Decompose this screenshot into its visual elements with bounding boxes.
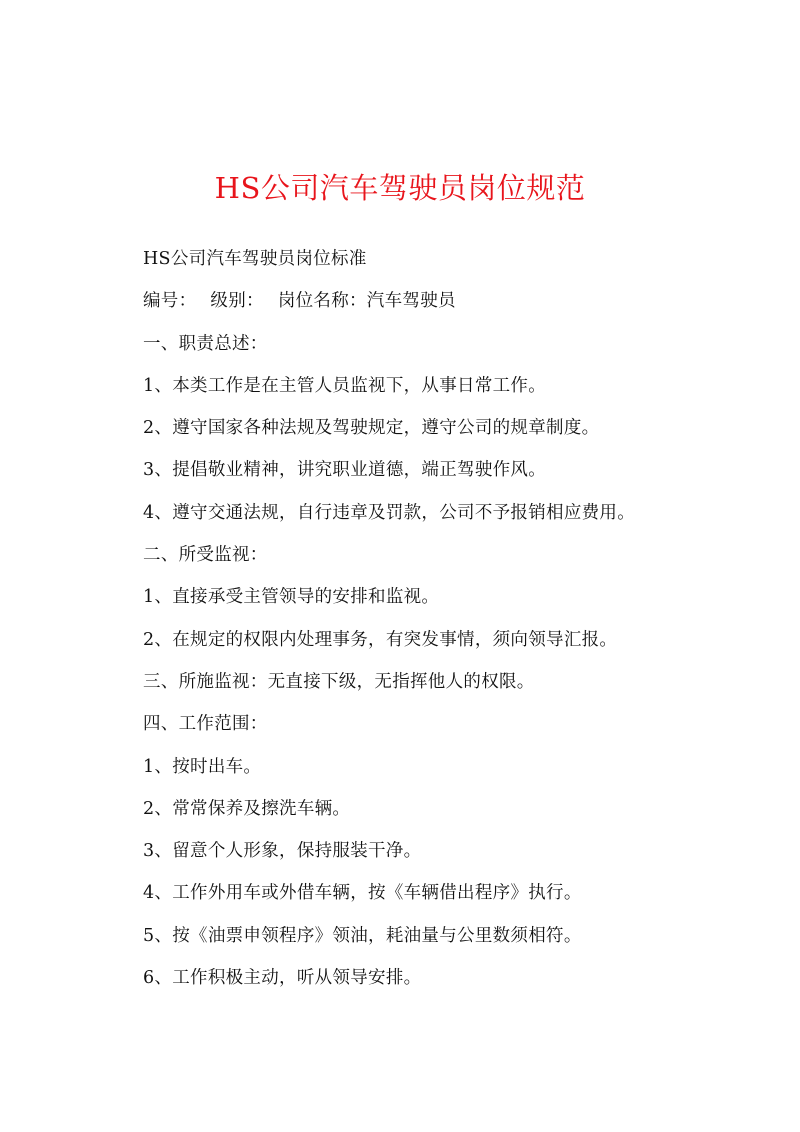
section-heading-duties: 一、职责总述： xyxy=(143,333,268,354)
duty-item: 2、遵守国家各种法规及驾驶规定，遵守公司的规章制度。 xyxy=(143,418,600,439)
section-supervising: 三、所施监视：无直接下级，无指挥他人的权限。 xyxy=(143,671,535,692)
duty-item: 1、本类工作是在主管人员监视下，从事日常工作。 xyxy=(143,375,547,396)
level-label: 级别： xyxy=(210,291,264,312)
position-label: 岗位名称：汽车驾驶员 xyxy=(277,291,456,312)
scope-item: 6、工作积极主动，听从领导安排。 xyxy=(143,968,422,989)
scope-item: 4、工作外用车或外借车辆，按《车辆借出程序》执行。 xyxy=(143,883,582,904)
section-heading-scope: 四、工作范围： xyxy=(143,714,268,735)
supervised-item: 1、直接承受主管领导的安排和监视。 xyxy=(143,587,440,608)
meta-line xyxy=(143,286,783,328)
document-body xyxy=(143,244,783,1005)
duty-item: 4、遵守交通法规，自行违章及罚款，公司不予报销相应费用。 xyxy=(143,502,636,523)
supervised-item: 2、在规定的权限内处理事务，有突发事情，须向领导汇报。 xyxy=(143,629,618,650)
number-label: 编号： xyxy=(143,291,197,312)
duty-item: 3、提倡敬业精神，讲究职业道德，端正驾驶作风。 xyxy=(143,460,547,481)
scope-item: 1、按时出车。 xyxy=(143,756,262,777)
document-subtitle: HS公司汽车驾驶员岗位标准 xyxy=(143,249,367,269)
section-heading-supervised: 二、所受监视： xyxy=(143,545,268,566)
scope-item: 5、按《油票申领程序》领油，耗油量与公里数须相符。 xyxy=(143,925,582,946)
scope-item: 2、常常保养及擦洗车辆。 xyxy=(143,798,351,819)
scope-item: 3、留意个人形象，保持服装干净。 xyxy=(143,841,422,862)
document-title: HS公司汽车驾驶员岗位规范 xyxy=(214,171,586,205)
